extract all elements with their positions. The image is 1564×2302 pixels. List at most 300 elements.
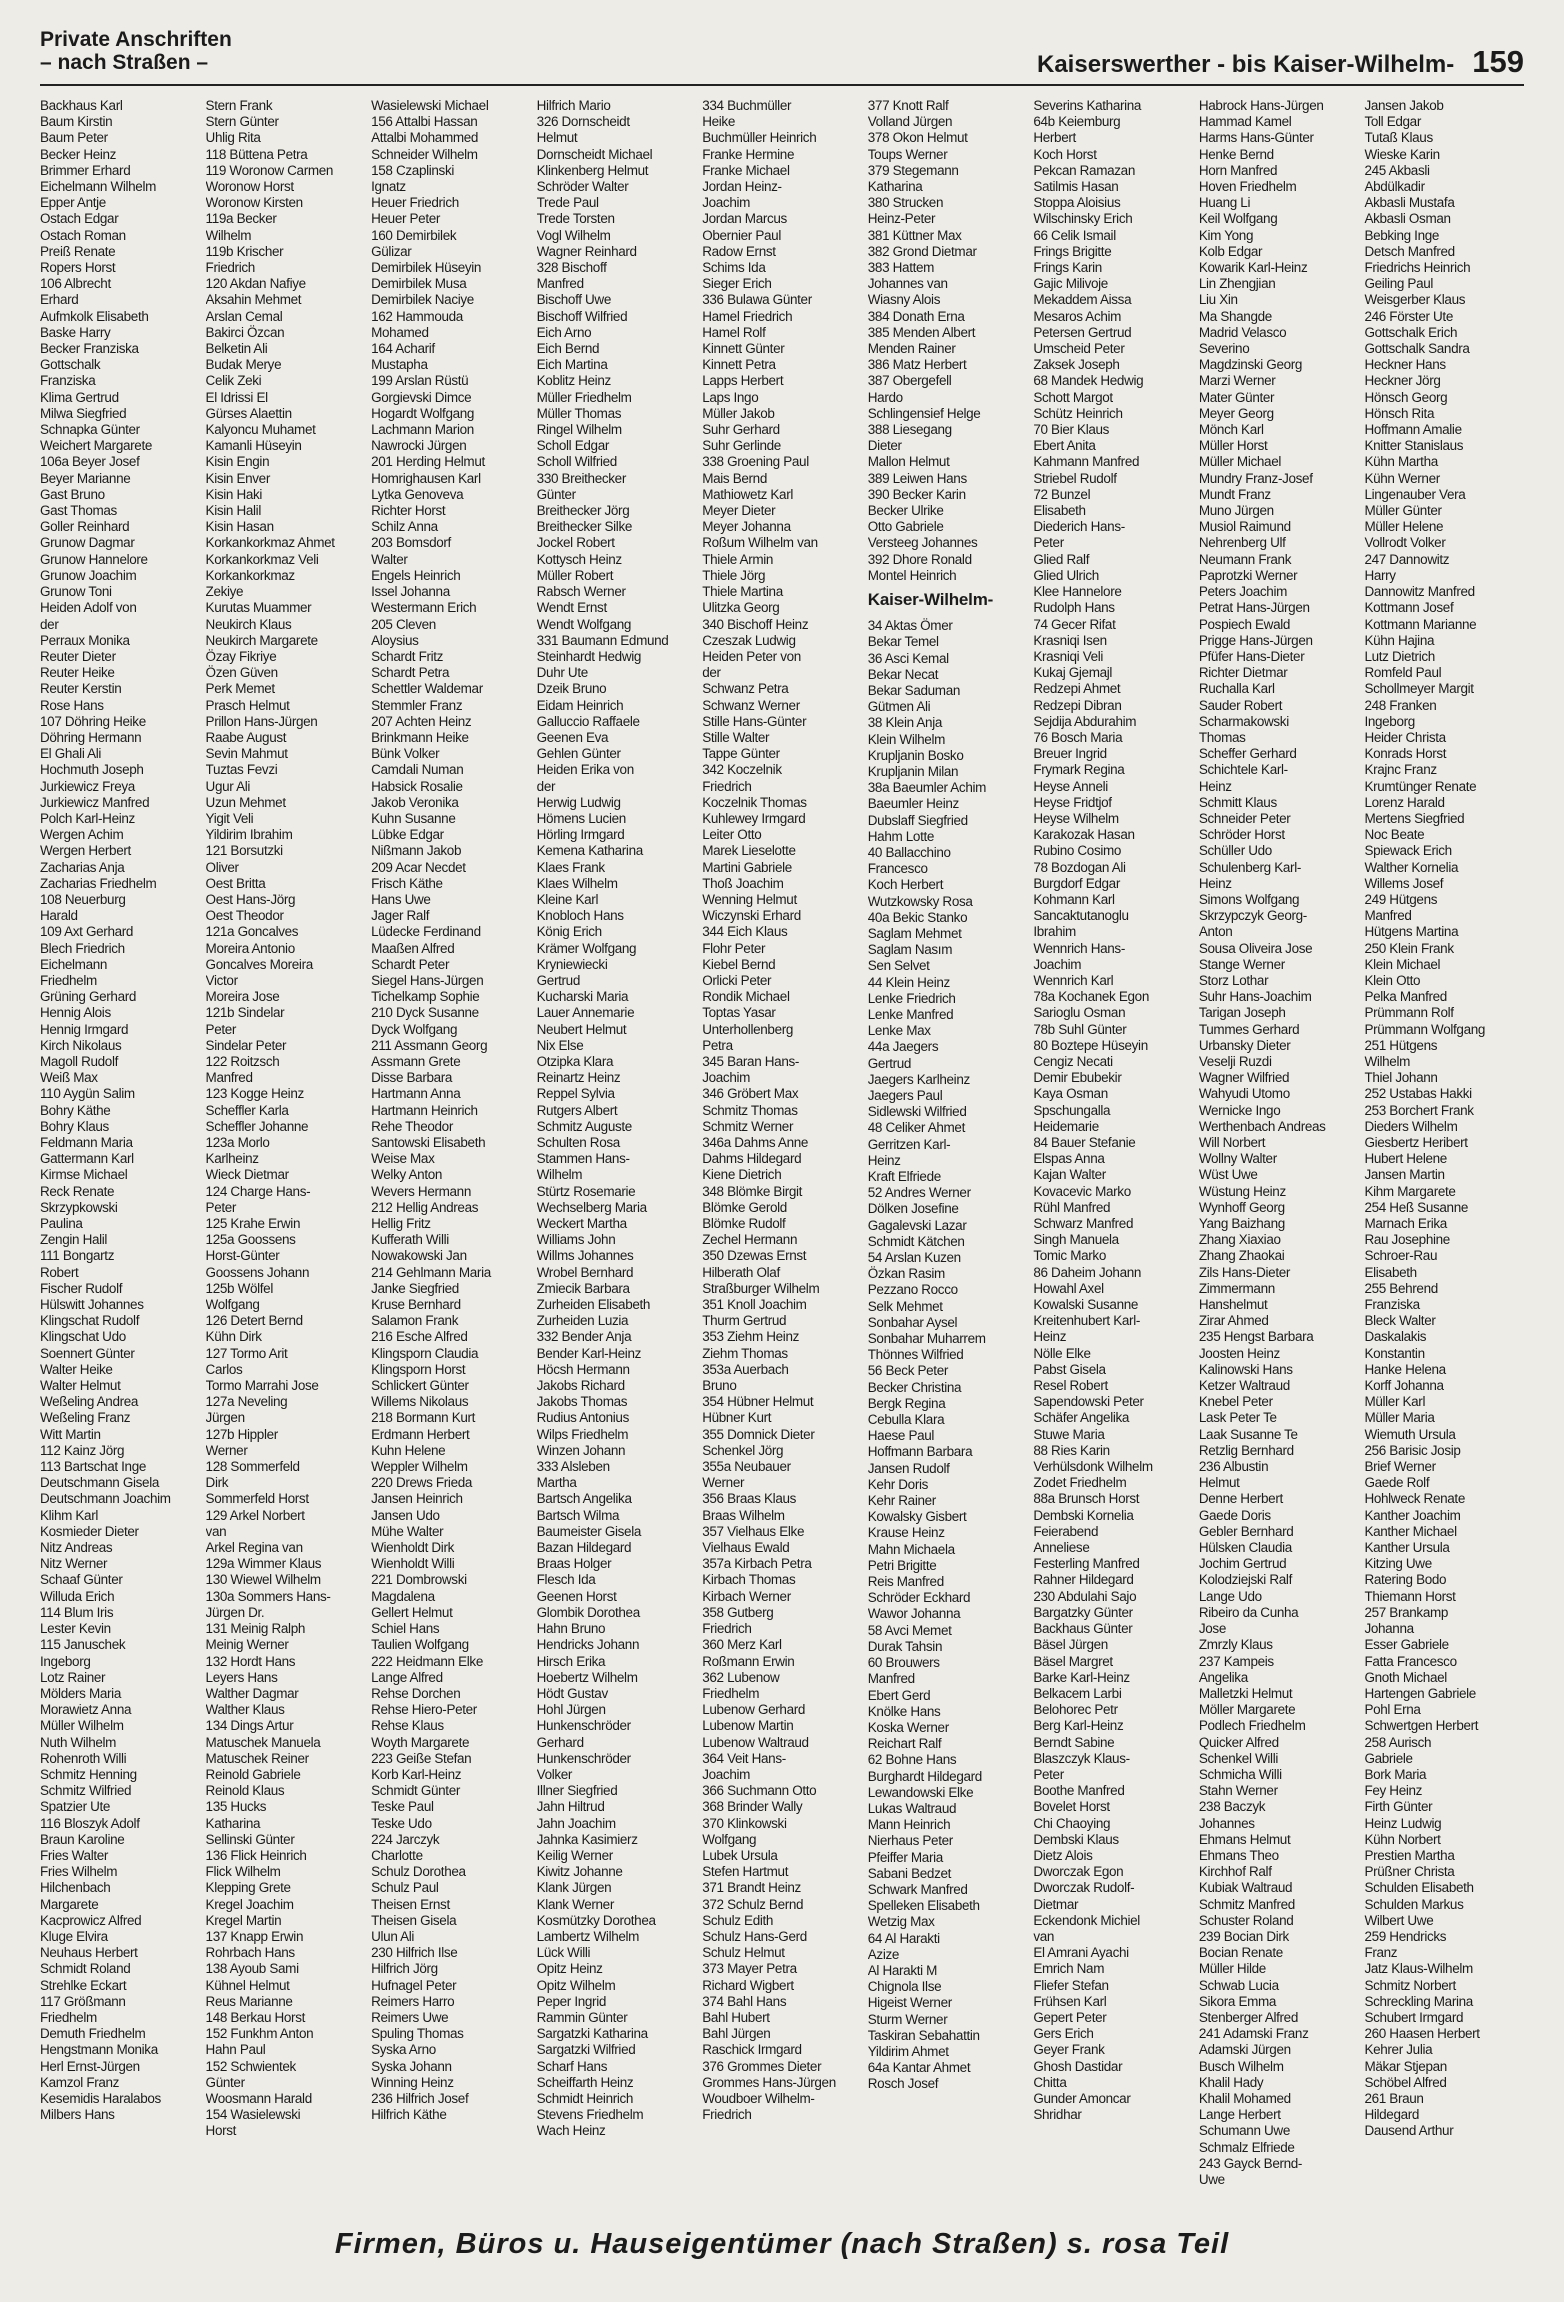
address-entry: Petersen Gertrud bbox=[1033, 324, 1132, 340]
address-entry: 362 Lubenow bbox=[702, 1669, 780, 1685]
address-entry: Grunow Hannelore bbox=[40, 551, 148, 567]
address-entry: Friedrich bbox=[702, 1621, 752, 1637]
address-entry: 357 Vielhaus Elke bbox=[702, 1523, 805, 1539]
address-entry: Schmitz Werner bbox=[702, 1118, 794, 1134]
address-entry: Hennig Irmgard bbox=[40, 1021, 129, 1037]
address-entry: Bovelet Horst bbox=[1033, 1799, 1110, 1815]
address-entry: 137 Knapp Erwin bbox=[205, 1928, 304, 1944]
address-entry: Özen Güven bbox=[205, 665, 278, 681]
address-entry: 126 Detert Bernd bbox=[205, 1313, 303, 1329]
address-entry: Krumtünger Renate bbox=[1364, 778, 1477, 794]
address-entry: Walter bbox=[371, 551, 408, 567]
address-entry: Kirbach Werner bbox=[702, 1588, 791, 1604]
address-entry: Buchmüller Heinrich bbox=[702, 130, 817, 146]
address-entry: Singh Manuela bbox=[1033, 1232, 1119, 1248]
address-entry: Rehe Theodor bbox=[371, 1118, 453, 1134]
address-entry: Manfred bbox=[1364, 908, 1412, 924]
address-entry: Gerritzen Karl- bbox=[867, 1136, 951, 1152]
address-entry: Bekar Temel bbox=[867, 634, 939, 650]
address-entry: Lytka Genoveva bbox=[371, 486, 464, 502]
address-entry: Milbers Hans bbox=[40, 2107, 115, 2123]
address-entry: Zurheiden Luzia bbox=[536, 1313, 629, 1329]
address-entry: Pabst Gisela bbox=[1033, 1361, 1106, 1377]
address-entry: Schott Margot bbox=[1033, 389, 1113, 405]
address-entry: Gunder Amoncar bbox=[1033, 2090, 1131, 2106]
address-entry: Laak Susanne Te bbox=[1198, 1426, 1298, 1442]
address-entry: 121 Borsutzki bbox=[205, 843, 283, 859]
address-entry: Schmicha Willi bbox=[1198, 1766, 1282, 1782]
address-column-5 bbox=[702, 98, 862, 2210]
address-entry: 355a Neubauer bbox=[702, 1459, 791, 1475]
address-entry: Janke Siegfried bbox=[371, 1280, 459, 1296]
address-entry: 384 Donath Erna bbox=[867, 308, 965, 324]
address-entry: Kemena Katharina bbox=[536, 843, 643, 859]
address-entry: Krupljanin Bosko bbox=[867, 747, 964, 763]
address-entry: Yigit Veli bbox=[205, 810, 254, 826]
address-entry: Disse Barbara bbox=[371, 1070, 453, 1086]
address-entry: 220 Drews Frieda bbox=[371, 1475, 473, 1491]
address-entry: Rau Josephine bbox=[1364, 1232, 1450, 1248]
address-entry: Kuhn Helene bbox=[371, 1442, 446, 1458]
address-entry: Tutaß Klaus bbox=[1364, 130, 1433, 146]
address-entry: Adamski Jürgen bbox=[1198, 2042, 1291, 2058]
address-entry: Sousa Oliveira Jose bbox=[1198, 940, 1313, 956]
address-entry: Eich Bernd bbox=[536, 341, 600, 357]
address-entry: Habsick Rosalie bbox=[371, 778, 463, 794]
address-entry: Jahn Joachim bbox=[536, 1815, 616, 1831]
address-entry: Werner bbox=[205, 1442, 248, 1458]
address-entry: Kryniewiecki bbox=[536, 956, 608, 972]
address-entry: Kahmann Manfred bbox=[1033, 454, 1140, 470]
address-entry: Spatzier Ute bbox=[40, 1799, 111, 1815]
address-entry: Pekcan Ramazan bbox=[1033, 162, 1135, 178]
address-entry: Zodet Friedhelm bbox=[1033, 1475, 1127, 1491]
address-entry: Selk Mehmet bbox=[867, 1298, 943, 1314]
address-entry: Kowarik Karl-Heinz bbox=[1198, 260, 1308, 276]
address-entry: 162 Hammouda bbox=[371, 308, 463, 324]
address-entry: Jager Ralf bbox=[371, 908, 430, 924]
address-entry: 127 Tormo Arit bbox=[205, 1345, 288, 1361]
address-entry: Al Harakti M bbox=[867, 1962, 938, 1978]
address-entry: 348 Blömke Birgit bbox=[702, 1183, 803, 1199]
address-entry: Sargatzki Katharina bbox=[536, 2026, 648, 2042]
address-entry: Carlos bbox=[205, 1361, 243, 1377]
address-entry: Dubslaff Siegfried bbox=[867, 812, 968, 828]
address-entry: Wasielewski Michael bbox=[371, 98, 489, 113]
address-entry: Robert bbox=[40, 1264, 79, 1280]
address-entry: Reichart Ralf bbox=[867, 1736, 942, 1752]
address-entry: 212 Hellig Andreas bbox=[371, 1199, 479, 1215]
address-entry: Zirar Ahmed bbox=[1198, 1313, 1269, 1329]
address-entry: Mertens Siegfried bbox=[1364, 810, 1465, 826]
address-entry: Stammen Hans- bbox=[536, 1151, 630, 1167]
address-entry: Hufnagel Peter bbox=[371, 1977, 457, 1993]
address-entry: Woronow Horst bbox=[205, 179, 294, 195]
address-entry: Schmalz Elfriede bbox=[1198, 2139, 1295, 2155]
address-entry: Wiasny Alois bbox=[867, 292, 941, 308]
address-entry: Kovacevic Marko bbox=[1033, 1183, 1131, 1199]
section-title-line2: – nach Straßen – bbox=[40, 51, 209, 74]
address-entry: Blech Friedrich bbox=[40, 940, 125, 956]
address-entry: Noc Beate bbox=[1364, 827, 1425, 843]
address-entry: Kuhn Susanne bbox=[371, 810, 456, 826]
address-entry: Schichtele Karl- bbox=[1198, 762, 1288, 778]
address-entry: Issel Johanna bbox=[371, 584, 450, 600]
address-entry: Tormo Marrahi Jose bbox=[205, 1378, 319, 1394]
address-entry: Czeszak Ludwig bbox=[702, 632, 796, 648]
address-entry: Schmidt Roland bbox=[40, 1961, 131, 1977]
address-entry: Nitz Werner bbox=[40, 1556, 108, 1572]
address-entry: Schumann Uwe bbox=[1198, 2123, 1290, 2139]
address-entry: Bohry Käthe bbox=[40, 1102, 111, 1118]
address-entry: Schäfer Angelika bbox=[1033, 1410, 1130, 1426]
address-entry: Kisin Haki bbox=[205, 486, 263, 502]
address-entry: Heinz Ludwig bbox=[1364, 1815, 1442, 1831]
address-entry: Dornscheidt Michael bbox=[536, 146, 653, 162]
address-entry: Prümmann Wolfgang bbox=[1364, 1021, 1486, 1037]
address-entry: Schmidt Günter bbox=[371, 1783, 460, 1799]
address-entry: Oest Theodor bbox=[205, 908, 284, 924]
address-entry: Schubert Irmgard bbox=[1364, 2009, 1464, 2025]
address-entry: Hönsch Rita bbox=[1364, 405, 1435, 421]
address-entry: 88a Brunsch Horst bbox=[1033, 1491, 1140, 1507]
address-entry: Bruno bbox=[702, 1378, 737, 1394]
address-entry: Knölke Hans bbox=[867, 1703, 941, 1719]
address-entry: 376 Grommes Dieter bbox=[702, 2058, 822, 2074]
address-entry: Kalinowski Hans bbox=[1198, 1361, 1293, 1377]
address-entry: Willms Johannes bbox=[536, 1248, 634, 1264]
address-entry: Herbert bbox=[1033, 130, 1076, 146]
address-entry: Fries Wilhelm bbox=[40, 1864, 118, 1880]
address-entry: Stemmler Franz bbox=[371, 697, 463, 713]
address-entry: Heyse Fridtjof bbox=[1033, 794, 1112, 810]
address-entry: Klingsporn Claudia bbox=[371, 1345, 479, 1361]
address-entry: Wendt Wolfgang bbox=[536, 616, 632, 632]
address-entry: Kuhlewey Irmgard bbox=[702, 810, 806, 826]
address-entry: Becker Franziska bbox=[40, 341, 139, 357]
page-header bbox=[40, 26, 1524, 84]
address-entry: Gertrud bbox=[536, 972, 580, 988]
address-entry: Rudius Antonius bbox=[536, 1410, 629, 1426]
address-entry: Perraux Monika bbox=[40, 632, 130, 648]
address-entry: 370 Klinkowski bbox=[702, 1815, 787, 1831]
address-entry: Wilps Friedhelm bbox=[536, 1426, 629, 1442]
address-entry: 164 Acharif bbox=[371, 341, 435, 357]
address-entry: Pohl Erna bbox=[1364, 1702, 1421, 1718]
address-entry: Sindelar Peter bbox=[205, 1037, 287, 1053]
address-entry: Müller Helene bbox=[1364, 519, 1444, 535]
address-entry: 203 Bomsdorf bbox=[371, 535, 451, 551]
address-entry: Kukaj Gjemajl bbox=[1033, 665, 1113, 681]
address-entry: Klihm Karl bbox=[40, 1507, 99, 1523]
address-entry: Magdzinski Georg bbox=[1198, 357, 1303, 373]
address-entry: Gottschalk bbox=[40, 357, 101, 373]
address-entry: Müller Maria bbox=[1364, 1410, 1435, 1426]
address-entry: 199 Arslan Rüstü bbox=[371, 373, 469, 389]
address-entry: Boothe Manfred bbox=[1033, 1783, 1125, 1799]
address-entry: Horn Manfred bbox=[1198, 162, 1278, 178]
address-entry: Heyse Wilhelm bbox=[1033, 810, 1119, 826]
address-entry: Baske Harry bbox=[40, 324, 111, 340]
address-entry: Kurutas Muammer bbox=[205, 600, 312, 616]
address-column-1 bbox=[40, 98, 200, 2210]
address-entry: Theisen Ernst bbox=[371, 1896, 450, 1912]
address-entry: Schilz Anna bbox=[371, 519, 438, 535]
address-entry: Angelika bbox=[1198, 1669, 1248, 1685]
address-entry: Hamel Friedrich bbox=[702, 308, 793, 324]
address-entry: Henke Bernd bbox=[1198, 146, 1274, 162]
address-entry: Lubenow Martin bbox=[702, 1718, 794, 1734]
address-entry: Bahl Jürgen bbox=[702, 2026, 771, 2042]
address-entry: Ratering Bodo bbox=[1364, 1572, 1447, 1588]
address-entry: Shridhar bbox=[1033, 2107, 1082, 2123]
address-entry: Bakirci Özcan bbox=[205, 324, 285, 340]
address-entry: Ma Shangde bbox=[1198, 308, 1272, 324]
address-entry: Fatta Francesco bbox=[1364, 1653, 1457, 1669]
address-entry: Zmrzly Klaus bbox=[1198, 1637, 1273, 1653]
address-entry: 258 Aurisch bbox=[1364, 1734, 1432, 1750]
address-entry: 66 Celik Ismail bbox=[1033, 227, 1116, 243]
address-entry: Schmitz Henning bbox=[40, 1766, 137, 1782]
address-entry: Kirmse Michael bbox=[40, 1167, 128, 1183]
address-entry: Jochim Gertrud bbox=[1198, 1556, 1287, 1572]
address-entry: 382 Grond Dietmar bbox=[867, 243, 977, 259]
address-entry: Bleck Walter bbox=[1364, 1313, 1436, 1329]
address-entry: 248 Franken bbox=[1364, 697, 1437, 713]
address-entry: Willuda Erich bbox=[40, 1588, 115, 1604]
address-entry: Celik Zeki bbox=[205, 373, 262, 389]
address-entry: Versteeg Johannes bbox=[867, 535, 978, 551]
address-entry: Woronow Kirsten bbox=[205, 195, 303, 211]
address-entry: 88 Ries Karin bbox=[1033, 1442, 1110, 1458]
address-entry: Wendt Ernst bbox=[536, 600, 607, 616]
address-entry: Jahnka Kasimierz bbox=[536, 1831, 638, 1847]
address-entry: 122 Roitzsch bbox=[205, 1053, 280, 1069]
address-entry: Kowalsky Gisbert bbox=[867, 1509, 967, 1525]
address-entry: Jansen Martin bbox=[1364, 1167, 1445, 1183]
address-entry: 353a Auerbach bbox=[702, 1361, 789, 1377]
address-entry: 118 Büttena Petra bbox=[205, 146, 308, 162]
address-entry: Ropers Horst bbox=[40, 260, 116, 276]
address-entry: Kühn Martha bbox=[1364, 454, 1438, 470]
address-entry: Kalyoncu Muhamet bbox=[205, 422, 316, 438]
address-entry: 131 Meinig Ralph bbox=[205, 1621, 306, 1637]
address-entry: Gerhard bbox=[536, 1734, 584, 1750]
address-entry: Schröder Horst bbox=[1198, 827, 1285, 843]
address-entry: 334 Buchmüller bbox=[702, 98, 792, 113]
address-entry: Jaegers Paul bbox=[867, 1087, 943, 1103]
address-entry: Lutz Dietrich bbox=[1364, 648, 1435, 664]
address-entry: Backhaus Günter bbox=[1033, 1621, 1133, 1637]
address-entry: Dzeik Bruno bbox=[536, 681, 607, 697]
address-entry: Geenen Horst bbox=[536, 1588, 617, 1604]
address-entry: Klein Michael bbox=[1364, 956, 1441, 972]
address-entry: Bazan Hildegard bbox=[536, 1540, 632, 1556]
address-entry: 342 Koczelnik bbox=[702, 762, 782, 778]
address-entry: Elisabeth bbox=[1364, 1264, 1417, 1280]
address-entry: Kluge Elvira bbox=[40, 1928, 108, 1944]
address-entry: Hilfrich Jörg bbox=[371, 1961, 438, 1977]
address-entry: 78 Bozdogan Ali bbox=[1033, 859, 1126, 875]
address-entry: 241 Adamski Franz bbox=[1198, 2026, 1309, 2042]
address-entry: Keil Wolfgang bbox=[1198, 211, 1278, 227]
address-entry: Kolodziejski Ralf bbox=[1198, 1572, 1292, 1588]
address-entry: Yildirim Ahmet bbox=[867, 2043, 949, 2059]
address-entry: Hogardt Wolfgang bbox=[371, 405, 475, 421]
address-entry: Lenke Manfred bbox=[867, 1006, 954, 1022]
address-entry: Heuer Peter bbox=[371, 211, 441, 227]
address-entry: Mundt Franz bbox=[1198, 486, 1271, 502]
address-entry: Schettler Waldemar bbox=[371, 681, 483, 697]
address-entry: 253 Borchert Frank bbox=[1364, 1102, 1474, 1118]
address-entry: 230 Hilfrich Ilse bbox=[371, 1945, 458, 1961]
address-entry: Schneider Peter bbox=[1198, 810, 1291, 826]
address-entry: Simons Wolfgang bbox=[1198, 891, 1300, 907]
address-entry: Roßmann Erwin bbox=[702, 1653, 795, 1669]
address-columns bbox=[40, 98, 1524, 2210]
address-entry: Mohamed bbox=[371, 324, 429, 340]
address-entry: Hubert Helene bbox=[1364, 1151, 1447, 1167]
address-entry: Raabe August bbox=[205, 729, 287, 745]
address-entry: Weisgerber Klaus bbox=[1364, 292, 1466, 308]
address-entry: Schulz Dorothea bbox=[371, 1864, 466, 1880]
address-entry: Sen Selvet bbox=[867, 958, 930, 974]
address-entry: Kosmützky Dorothea bbox=[536, 1912, 656, 1928]
address-entry: Koblitz Heinz bbox=[536, 373, 611, 389]
address-entry: Stevens Friedhelm bbox=[536, 2107, 644, 2123]
address-entry: 119 Woronow Carmen bbox=[205, 162, 334, 178]
address-entry: Anton bbox=[1198, 924, 1233, 940]
address-entry: 381 Küttner Max bbox=[867, 227, 962, 243]
address-entry: Pfeiffer Maria bbox=[867, 1849, 943, 1865]
address-entry: Ostach Roman bbox=[40, 227, 126, 243]
address-entry: Lapps Herbert bbox=[702, 373, 784, 389]
address-entry: Hübner Kurt bbox=[702, 1410, 772, 1426]
address-entry: Schulenberg Karl- bbox=[1198, 859, 1301, 875]
address-entry: Weckert Martha bbox=[536, 1216, 627, 1232]
address-entry: Reinartz Heinz bbox=[536, 1070, 621, 1086]
street-section-heading: Kaiser-Wilhelm- bbox=[867, 590, 994, 610]
address-entry: Hendricks Johann bbox=[536, 1637, 640, 1653]
address-entry: 74 Gecer Rifat bbox=[1033, 616, 1116, 632]
address-entry: Wilhelm bbox=[1364, 1053, 1410, 1069]
address-entry: Bartsch Wilma bbox=[536, 1507, 620, 1523]
address-entry: Hilfrich Mario bbox=[536, 98, 611, 113]
address-entry: Zaksek Joseph bbox=[1033, 357, 1120, 373]
address-entry: Zmiecik Barbara bbox=[536, 1280, 630, 1296]
address-entry: Gagalevski Lazar bbox=[867, 1217, 967, 1233]
address-entry: Kesemidis Haralabos bbox=[40, 2090, 161, 2106]
address-entry: Abdülkadir bbox=[1364, 179, 1425, 195]
address-entry: Peper Ingrid bbox=[536, 1993, 607, 2009]
address-entry: Glied Ralf bbox=[1033, 551, 1090, 567]
address-entry: 366 Suchmann Otto bbox=[702, 1783, 817, 1799]
address-entry: Pezzano Rocco bbox=[867, 1282, 958, 1298]
address-entry: Jürgen bbox=[205, 1410, 245, 1426]
address-entry: Kregel Martin bbox=[205, 1912, 282, 1928]
address-entry: Eich Arno bbox=[536, 324, 592, 340]
address-entry: Jordan Heinz- bbox=[702, 179, 782, 195]
address-entry: Mater Günter bbox=[1198, 389, 1275, 405]
address-entry: Roßum Wilhelm van bbox=[702, 535, 818, 551]
address-entry: Heiden Peter von bbox=[702, 648, 801, 664]
address-entry: Moreira Antonio bbox=[205, 940, 295, 956]
address-entry: Katharina bbox=[205, 1815, 261, 1831]
address-entry: Karlheinz bbox=[205, 1151, 259, 1167]
address-entry: 158 Czaplinski bbox=[371, 162, 455, 178]
address-entry: Denne Herbert bbox=[1198, 1491, 1283, 1507]
address-entry: Winzen Johann bbox=[536, 1442, 626, 1458]
address-column-7 bbox=[1033, 98, 1193, 2210]
address-entry: Mekaddem Aissa bbox=[1033, 292, 1132, 308]
address-entry: 355 Domnick Dieter bbox=[702, 1426, 815, 1442]
address-entry: Zacharias Anja bbox=[40, 859, 125, 875]
address-entry: Krupljanin Milan bbox=[867, 763, 959, 779]
address-entry: Schulz Paul bbox=[371, 1880, 439, 1896]
address-entry: Ribeiro da Cunha bbox=[1198, 1604, 1299, 1620]
address-entry: Vielhaus Ewald bbox=[702, 1540, 790, 1556]
address-entry: Ebert Gerd bbox=[867, 1687, 931, 1703]
address-entry: 117 Größmann bbox=[40, 1993, 126, 2009]
address-entry: Straßburger Wilhelm bbox=[702, 1280, 820, 1296]
address-entry: der bbox=[40, 616, 59, 632]
address-entry: Kolb Edgar bbox=[1198, 243, 1263, 259]
address-entry: Lewandowski Elke bbox=[867, 1784, 974, 1800]
address-entry: Heiden Erika von bbox=[536, 762, 634, 778]
address-entry: 121a Goncalves bbox=[205, 924, 299, 940]
address-entry: Thiele Armin bbox=[702, 551, 774, 567]
address-entry: Schulten Rosa bbox=[536, 1135, 620, 1150]
address-entry: Franz bbox=[1364, 1945, 1398, 1961]
address-entry: Soennert Günter bbox=[40, 1345, 135, 1361]
address-entry: Hochmuth Joseph bbox=[40, 762, 144, 778]
address-entry: Woudboer Wilhelm- bbox=[702, 2090, 815, 2106]
address-entry: 374 Bahl Hans bbox=[702, 1993, 787, 2009]
address-entry: Reuter Kerstin bbox=[40, 681, 122, 697]
address-entry: Lingenauber Vera bbox=[1364, 486, 1466, 502]
address-entry: Kühn Norbert bbox=[1364, 1831, 1441, 1847]
address-entry: Schwab Lucia bbox=[1198, 1977, 1279, 1993]
address-entry: Tomic Marko bbox=[1033, 1248, 1106, 1264]
address-entry: Schwarz Manfred bbox=[1033, 1216, 1134, 1232]
address-entry: Matuschek Reiner bbox=[205, 1750, 309, 1766]
address-entry: Harry bbox=[1364, 567, 1396, 583]
address-entry: Grunow Joachim bbox=[40, 567, 137, 583]
address-entry: Kacprowicz Alfred bbox=[40, 1912, 142, 1928]
address-entry: Sturm Werner bbox=[867, 2011, 948, 2027]
address-entry: Dannowitz Manfred bbox=[1364, 584, 1475, 600]
address-entry: Schröder Eckhard bbox=[867, 1590, 971, 1606]
address-entry: Weise Max bbox=[371, 1151, 435, 1167]
address-entry: 235 Hengst Barbara bbox=[1198, 1329, 1314, 1345]
address-entry: Umscheid Peter bbox=[1033, 341, 1125, 357]
address-entry: Schneider Wilhelm bbox=[371, 146, 478, 162]
address-entry: Lenke Friedrich bbox=[867, 990, 956, 1006]
address-entry: Pospiech Ewald bbox=[1198, 616, 1291, 632]
address-entry: Hunkenschröder bbox=[536, 1750, 631, 1766]
address-entry: Lange Herbert bbox=[1198, 2107, 1281, 2123]
address-entry: 351 Knoll Joachim bbox=[702, 1297, 807, 1313]
address-entry: 390 Becker Karin bbox=[867, 486, 966, 502]
address-entry: Prasch Helmut bbox=[205, 697, 290, 713]
address-entry: 123 Kogge Heinz bbox=[205, 1086, 304, 1102]
address-entry: Oest Hans-Jörg bbox=[205, 891, 296, 907]
address-entry: Schnapka Günter bbox=[40, 422, 140, 438]
address-entry: Neukirch Margarete bbox=[205, 632, 318, 648]
address-entry: Müller Michael bbox=[1198, 454, 1282, 470]
address-entry: Firth Günter bbox=[1364, 1799, 1433, 1815]
address-entry: Lask Peter Te bbox=[1198, 1410, 1277, 1426]
